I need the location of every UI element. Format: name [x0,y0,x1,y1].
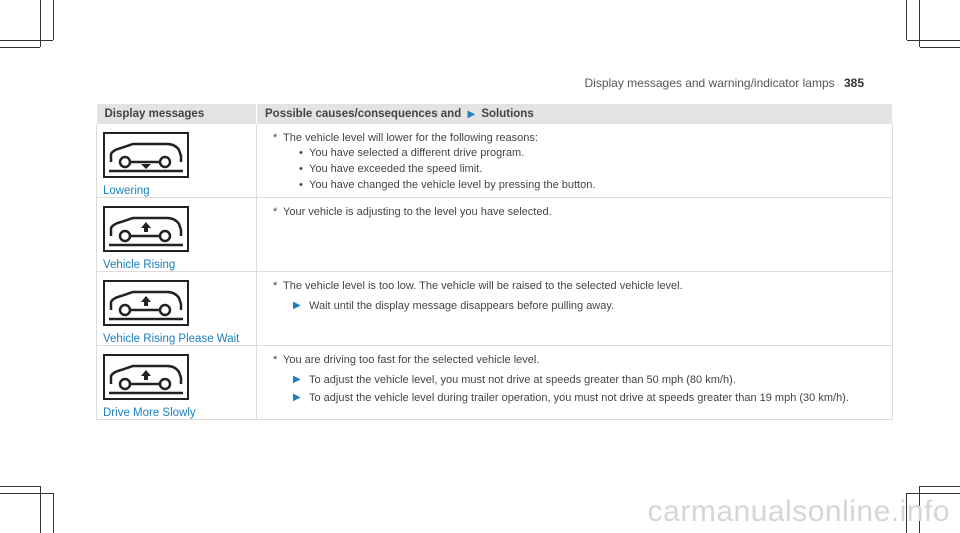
crop-mark [907,40,960,41]
asterisk: * [273,132,278,144]
header-causes-solutions [257,104,893,124]
cause-cell [257,346,893,420]
vehicle-lowering-icon [103,132,189,178]
list-item: • You have changed the vehicle level by pressing the button. [299,179,884,191]
message-label: Vehicle Rising [103,259,176,271]
solution-step [293,374,884,386]
play-triangle-icon: ▶ [467,109,476,120]
asterisk: * [273,206,278,218]
cause-text [273,132,884,144]
list-item: • You have selected a different drive program. [299,147,884,159]
crop-mark [907,493,960,494]
message-label: Drive More Slowly [103,407,196,419]
crop-mark [53,0,54,40]
running-head [585,76,865,90]
crop-mark [920,486,960,487]
table-row [97,198,893,272]
message-cell [97,198,257,272]
cause-sentence: Your vehicle is adjusting to the level you have selected. [283,206,552,218]
play-triangle-icon: ▶ [293,392,301,403]
table-row [97,346,893,420]
step-text: Wait until the display message disappears before pulling away. [309,300,615,312]
message-label: Lowering [103,185,150,197]
table-row [97,272,893,346]
running-head-title: Display messages and warning/indicator lamps [584,76,835,90]
step-text: To adjust the vehicle level during trailer operation, you must not drive at speeds greater than 19 mph (30 km/h). [309,392,849,404]
message-cell [97,124,257,198]
play-triangle-icon: ▶ [293,300,301,311]
asterisk: * [273,280,278,292]
solution-step [293,392,884,404]
cause-sentence: The vehicle level will lower for the following reasons: [283,132,538,144]
watermark: carmanualsonline.info [647,495,950,528]
display-messages-table [96,104,893,420]
cause-text [273,354,884,366]
cause-text [273,206,884,218]
message-cell [97,346,257,420]
vehicle-rising-icon [103,280,189,326]
table-header-row [97,104,893,124]
cause-text [273,280,884,292]
cause-cell [257,272,893,346]
cause-sentence: You are driving too fast for the selected vehicle level. [283,354,540,366]
crop-mark [0,493,53,494]
table-row [97,124,893,198]
vehicle-rising-icon [103,206,189,252]
page-number: 385 [843,76,864,90]
reason-list [299,147,884,191]
vehicle-rising-icon [103,354,189,400]
message-label: Vehicle Rising Please Wait [103,333,240,345]
message-cell [97,272,257,346]
crop-mark [0,486,40,487]
crop-mark [0,40,53,41]
crop-mark [53,493,54,533]
cause-cell [257,198,893,272]
header-causes-label: Possible causes/consequences and [265,108,462,120]
crop-mark [0,47,40,48]
list-item: • You have exceeded the speed limit. [299,163,884,175]
crop-mark [906,0,907,40]
crop-mark [920,47,960,48]
solution-step [293,300,884,312]
cause-cell [257,124,893,198]
step-text: To adjust the vehicle level, you must not drive at speeds greater than 50 mph (80 km/h). [309,374,736,386]
asterisk: * [273,354,278,366]
header-display-messages: Display messages [97,104,257,124]
play-triangle-icon: ▶ [293,374,301,385]
cause-sentence: The vehicle level is too low. The vehicle will be raised to the selected vehicle level. [283,280,683,292]
header-solutions-label: Solutions [481,108,534,120]
